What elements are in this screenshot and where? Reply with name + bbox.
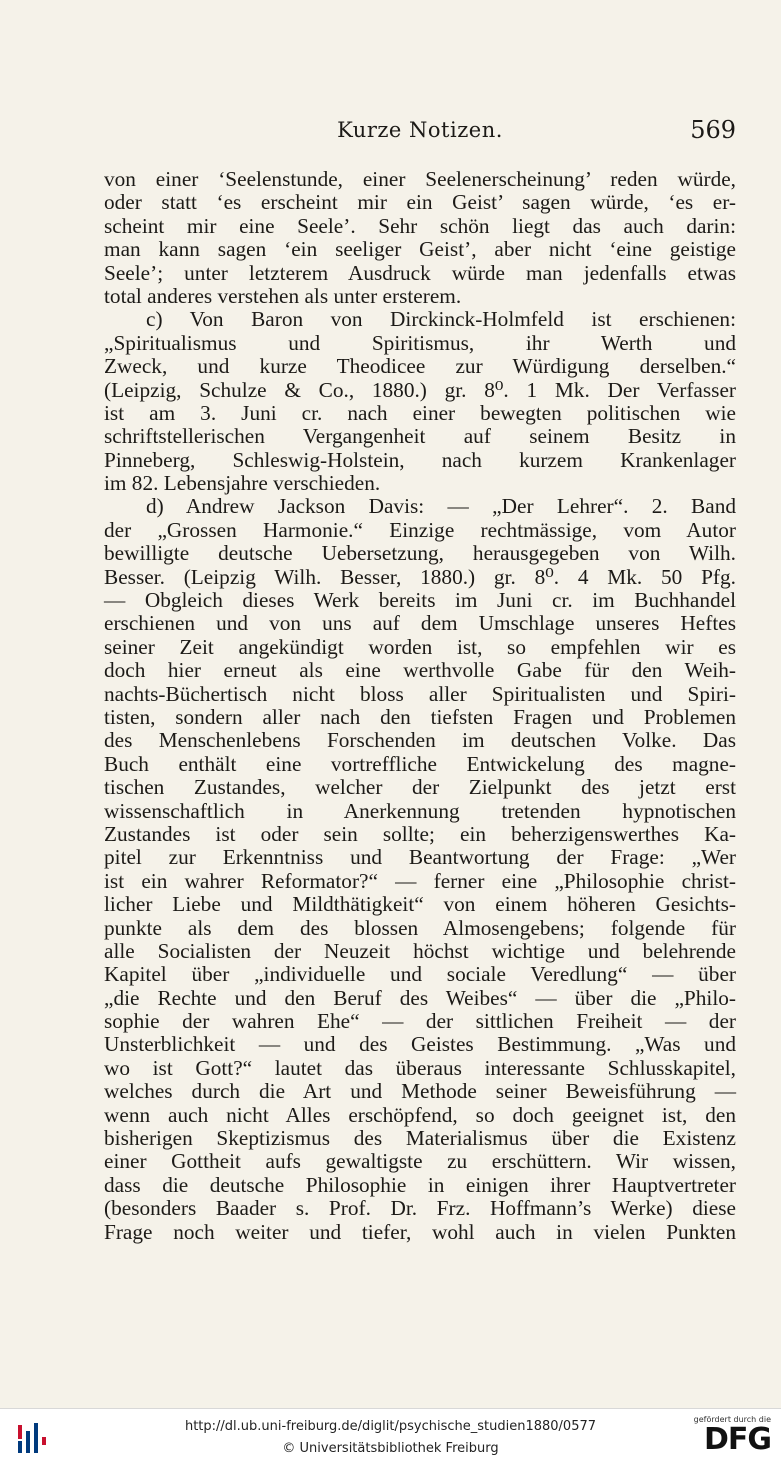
page-number: 569 bbox=[690, 116, 736, 144]
text-line: man kann sagen ‘ein seeliger Geist’, aber nicht ‘eine geistige bbox=[104, 237, 736, 262]
dfg-logo bbox=[689, 1415, 771, 1461]
text-line: dass die deutsche Philosophie in einigen ihrer Hauptvertreter bbox=[104, 1172, 736, 1197]
text-line: ist ein wahrer Reformator?“ — ferner eine „Philosophie christ- bbox=[104, 868, 736, 893]
text-line: nachts-Büchertisch nicht bloss aller Spiritualisten und Spiri- bbox=[104, 681, 736, 706]
text-line: wissenschaftlich in Anerkennung tretenden hypnotischen bbox=[104, 798, 736, 823]
text-line: licher Liebe und Mildthätigkeit“ von einem höheren Gesichts- bbox=[104, 892, 736, 917]
text-line: Pinneberg, Schleswig-Holstein, nach kurzem Krankenlager bbox=[104, 447, 736, 472]
text-line: punkte als dem des blossen Almosengebens; folgende für bbox=[104, 915, 736, 940]
document-url-link[interactable]: http://dl.ub.uni-freiburg.de/diglit/psychische_studien1880/0577 bbox=[184, 1419, 597, 1434]
text-line: von einer ‘Seelenstunde, einer Seelenerscheinung’ reden würde, bbox=[104, 167, 736, 191]
text-line: — Obgleich dieses Werk bereits im Juni cr. im Buchhandel bbox=[104, 588, 736, 613]
text-line: des Menschenlebens Forschenden im deutschen Volke. Das bbox=[104, 728, 736, 753]
text-line: tischen Zustandes, welcher der Zielpunkt des jetzt erst bbox=[104, 775, 736, 800]
text-line: wo ist Gott?“ lautet das überaus interessante Schlusskapitel, bbox=[104, 1055, 736, 1080]
text-line: Buch enthält eine vortreffliche Entwickelung des magne- bbox=[104, 751, 736, 776]
text-line: Besser. (Leipzig Wilh. Besser, 1880.) gr. 8⁰. 4 Mk. 50 Pfg. bbox=[104, 564, 736, 589]
text-line: wenn auch nicht Alles erschöpfend, so doch geeignet ist, den bbox=[104, 1102, 736, 1127]
page-header bbox=[104, 118, 736, 148]
text-line: im 82. Lebensjahre verschieden. bbox=[104, 471, 381, 496]
text-line: ist am 3. Juni cr. nach einer bewegten politischen wie bbox=[104, 400, 736, 425]
body-text bbox=[104, 168, 736, 1244]
text-line: scheint mir eine Seele’. Sehr schön liegt das auch darin: bbox=[104, 213, 736, 238]
text-line: doch hier erneut als eine werthvolle Gabe für den Weih- bbox=[104, 658, 736, 683]
text-line: Unsterblichkeit — und des Geistes Bestimmung. „Was und bbox=[104, 1032, 736, 1057]
running-title: Kurze Notizen. bbox=[337, 118, 503, 142]
text-line: d) Andrew Jackson Davis: — „Der Lehrer“. 2. Band bbox=[146, 494, 736, 519]
text-line: bewilligte deutsche Uebersetzung, herausgegeben von Wilh. bbox=[104, 541, 736, 566]
text-line: pitel zur Erkenntniss und Beantwortung der Frage: „Wer bbox=[104, 845, 736, 870]
text-line: Frage noch weiter und tiefer, wohl auch in vielen Punkten bbox=[104, 1219, 736, 1244]
text-line: schriftstellerischen Vergangenheit auf seinem Besitz in bbox=[104, 424, 736, 449]
text-line: Zweck, und kurze Theodicee zur Würdigung derselben.“ bbox=[104, 354, 736, 379]
text-line: seiner Zeit angekündigt worden ist, so empfehlen wir es bbox=[104, 634, 736, 659]
text-line: tisten, sondern aller nach den tiefsten Fragen und Problemen bbox=[104, 704, 736, 729]
text-line: Kapitel über „individuelle und sociale Veredlung“ — über bbox=[104, 962, 736, 987]
text-line: alle Socialisten der Neuzeit höchst wichtige und belehrende bbox=[104, 938, 736, 963]
text-line: bisherigen Skeptizismus des Materialismus über die Existenz bbox=[104, 1126, 736, 1151]
dfg-logo-text: DFG bbox=[703, 1422, 771, 1457]
text-line: total anderes verstehen als unter ersterem. bbox=[104, 283, 462, 308]
text-line: „die Rechte und den Beruf des Weibes“ — über die „Philo- bbox=[104, 985, 736, 1010]
copyright-notice: © Universitätsbibliothek Freiburg bbox=[282, 1441, 499, 1456]
text-line: der „Grossen Harmonie.“ Einzige rechtmässige, vom Autor bbox=[104, 517, 736, 542]
text-line: sophie der wahren Ehe“ — der sittlichen Freiheit — der bbox=[104, 1009, 736, 1034]
text-line: einer Gottheit aufs gewaltigste zu erschüttern. Wir wissen, bbox=[104, 1149, 736, 1174]
text-line: „Spiritualismus und Spiritismus, ihr Werth und bbox=[104, 330, 736, 355]
text-line: Seele’; unter letzterem Ausdruck würde man jedenfalls etwas bbox=[104, 260, 736, 285]
text-line: c) Von Baron von Dirckinck-Holmfeld ist erschienen: bbox=[146, 307, 736, 332]
text-line: oder statt ‘es erscheint mir ein Geist’ sagen würde, ‘es er- bbox=[104, 190, 736, 215]
text-line: welches durch die Art und Methode seiner Beweisführung — bbox=[104, 1079, 736, 1104]
dfg-tagline: gefördert durch die bbox=[693, 1415, 771, 1424]
text-line: Zustandes ist oder sein sollte; ein beherzigenswerthes Ka- bbox=[104, 821, 736, 846]
viewer-footer bbox=[0, 1408, 781, 1465]
text-line: (Leipzig, Schulze & Co., 1880.) gr. 8⁰. 1 Mk. Der Verfasser bbox=[104, 377, 736, 402]
text-line: erschienen und von uns auf dem Umschlage unseres Heftes bbox=[104, 611, 736, 636]
text-line: (besonders Baader s. Prof. Dr. Frz. Hoffmann’s Werke) diese bbox=[104, 1196, 736, 1221]
